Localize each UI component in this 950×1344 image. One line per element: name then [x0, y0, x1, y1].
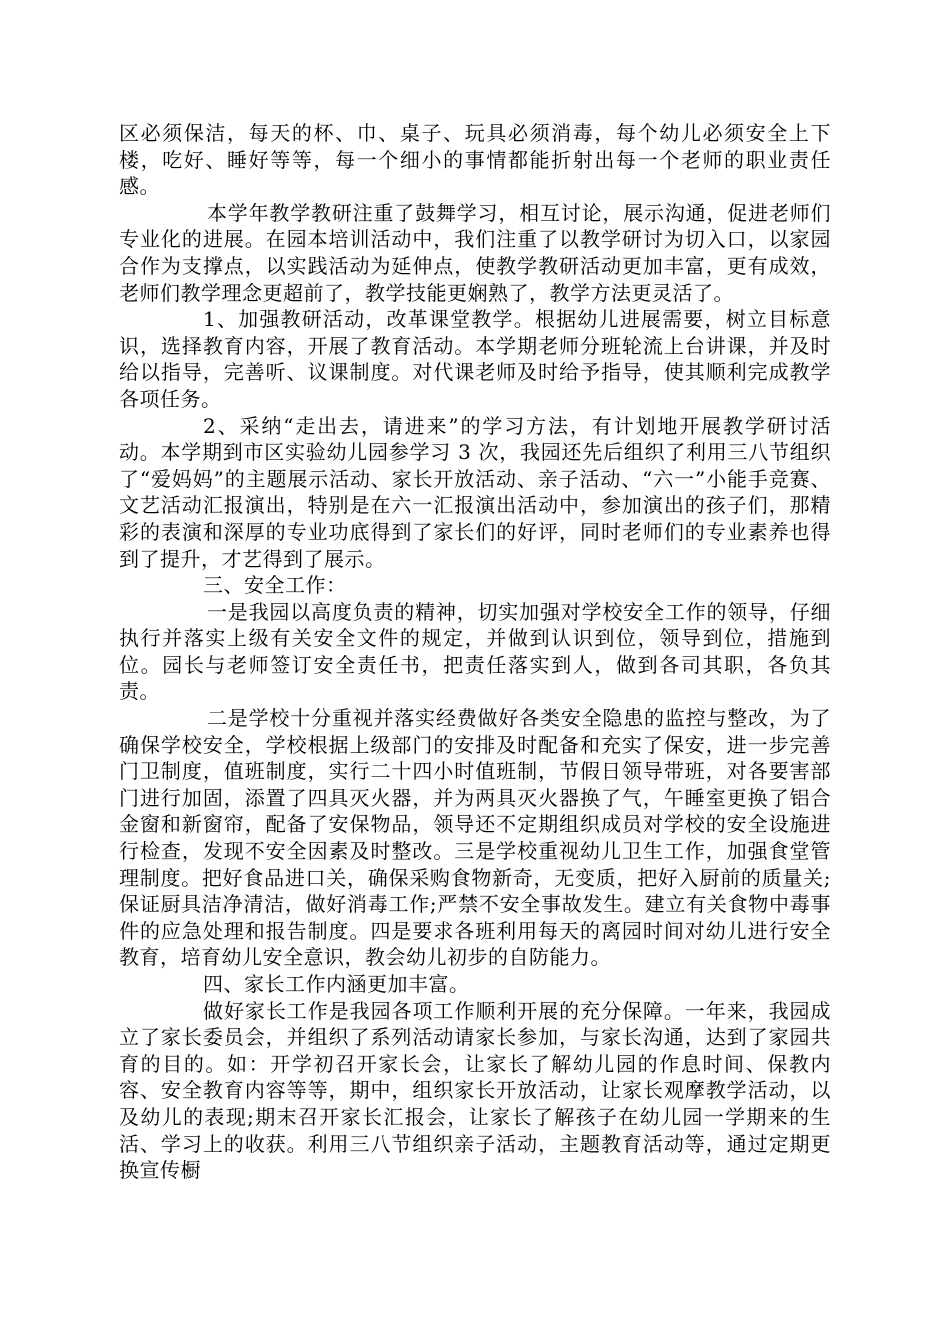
paragraph-safety-1: 一是我园以高度负责的精神，切实加强对学校安全工作的领导，仔细执行并落实上级有关安全文件的规定，并做到认识到位，领导到位，措施到位。园长与老师签订安全责任书，把责任落实到人，做到各司其职，各负其责。	[119, 599, 831, 704]
section-heading-safety: 三、安全工作：	[203, 573, 347, 598]
paragraph-continuation: 区必须保洁，每天的杯、巾、桌子、玩具必须消毒，每个幼儿必须安全上下楼，吃好、睡好等等，每一个细小的事情都能折射出每一个老师的职业责任感。	[119, 121, 831, 199]
paragraph-parents: 做好家长工作是我园各项工作顺利开展的充分保障。一年来，我园成立了家长委员会，并组织了系列活动请家长参加，与家长沟通，达到了家园共育的目的。如：开学初召开家长会，让家长了解幼儿园的作息时间、保教内容、安全教育内容等等，期中，组织家长开放活动，让家长观摩教学活动，以及幼儿的表现;期末召开家长汇报会，让家长了解孩子在幼儿园一学期来的生活、学习上的收获。利用三八节组织亲子活动，主题教育活动等，通过定期更换宣传橱	[119, 998, 831, 1183]
paragraph-teaching-research: 本学年教学教研注重了鼓舞学习，相互讨论，展示沟通，促进老师们专业化的进展。在园本培训活动中，我们注重了以教学研讨为切入口，以家园合作为支撑点，以实践活动为延伸点，使教学教研活动更加丰富，更有成效，老师们教学理念更超前了，教学技能更娴熟了，教学方法更灵活了。	[119, 200, 831, 305]
document-body	[119, 120, 831, 1184]
paragraph-safety-2: 二是学校十分重视并落实经费做好各类安全隐患的监控与整改，为了确保学校安全，学校根据上级部门的安排及时配备和充实了保安，进一步完善门卫制度，值班制度，实行二十四小时值班制，节假日领导带班，对各要害部门进行加固，添置了四具灭火器，并为两具灭火器换了气，午睡室更换了铝合金窗和新窗帘，配备了安保物品，领导还不定期组织成员对学校的安全设施进行检查，发现不安全因素及时整改。三是学校重视幼儿卫生工作，加强食堂管理制度。把好食品进口关，确保采购食物新奇，无变质，把好入厨前的质量关;保证厨具洁净清洁，做好消毒工作;严禁不安全事故发生。建立有关食物中毒事件的应急处理和报告制度。四是要求各班利用每天的离园时间对幼儿进行安全教育，培育幼儿安全意识，教会幼儿初步的自防能力。	[119, 706, 831, 970]
paragraph-item-2: 2、采纳“走出去，请进来”的学习方法，有计划地开展教学研讨活动。本学期到市区实验幼儿园参学习 3 次，我园还先后组织了利用三八节组织了“爱妈妈”的主题展示活动、家长开放活动、亲子活动、“六一”小能手竞赛、文艺活动汇报演出，特别是在六一汇报演出活动中，参加演出的孩子们，那精彩的表演和深厚的专业功底得到了家长们的好评，同时老师们的专业素养也得到了提升，才艺得到了展示。	[119, 413, 831, 571]
paragraph-item-1: 1、加强教研活动，改革课堂教学。根据幼儿进展需要，树立目标意识，选择教育内容，开展了教育活动。本学期老师分班轮流上台讲课，并及时给以指导，完善听、议课制度。对代课老师及时给予指导，使其顺利完成教学各项任务。	[119, 307, 831, 411]
section-heading-parents: 四、家长工作内涵更加丰富。	[203, 972, 470, 996]
